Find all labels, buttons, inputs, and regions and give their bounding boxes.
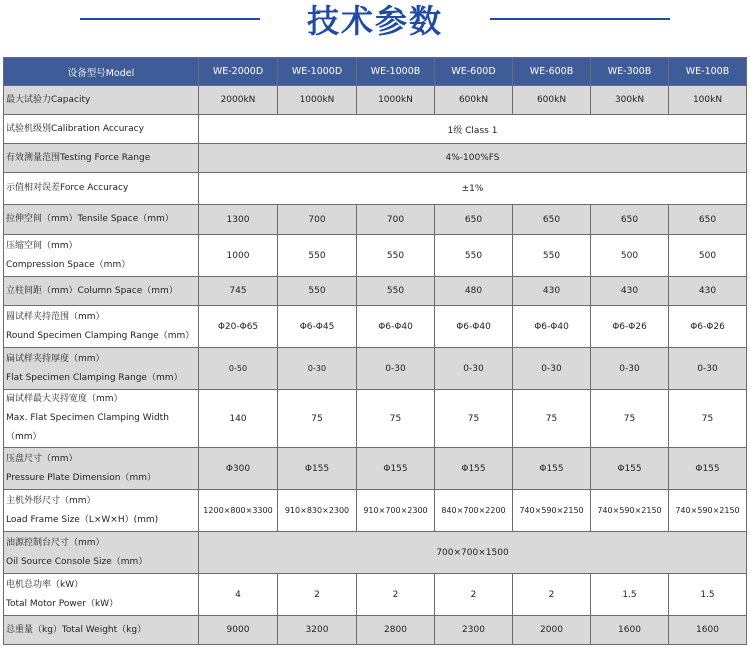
table-cell: 300kN bbox=[591, 86, 669, 115]
row-label-en: Max. Flat Specimen Clamping Width（mm） bbox=[6, 413, 169, 442]
row-label-en: Compression Space（mm） bbox=[6, 259, 131, 270]
table-cell: 2300 bbox=[435, 616, 513, 645]
table-cell: 480 bbox=[435, 277, 513, 306]
table-row bbox=[4, 532, 747, 574]
row-label-cn: 电机总功率（kW） bbox=[6, 579, 84, 590]
table-cell: 1.5 bbox=[669, 574, 747, 616]
table-cell: 430 bbox=[591, 277, 669, 306]
table-cell: 75 bbox=[513, 390, 591, 448]
table-cell: 0-30 bbox=[278, 348, 357, 390]
row-label-cn: 油源控制台尺寸（mm） bbox=[6, 537, 105, 548]
row-label: 有效测量范围Testing Force Range bbox=[4, 144, 199, 173]
row-label-en: Pressure Plate Dimension（mm） bbox=[6, 472, 157, 483]
table-cell: Φ6-Φ45 bbox=[278, 306, 357, 348]
row-label: 示值相对误差Force Accuracy bbox=[4, 173, 199, 205]
table-row bbox=[4, 348, 747, 390]
table-cell: Φ155 bbox=[513, 448, 591, 490]
table-cell: 0-30 bbox=[513, 348, 591, 390]
table-row bbox=[4, 235, 747, 277]
spec-table bbox=[3, 57, 747, 645]
row-label-cn: 扁试样夹持厚度（mm） bbox=[6, 353, 105, 364]
row-label bbox=[4, 574, 199, 616]
table-cell: Φ20-Φ65 bbox=[199, 306, 278, 348]
table-cell: Φ155 bbox=[278, 448, 357, 490]
table-cell: 550 bbox=[513, 235, 591, 277]
row-label: 试验机级别Calibration Accuracy bbox=[4, 115, 199, 144]
table-cell: Φ155 bbox=[591, 448, 669, 490]
table-cell: 1200×800×3300 bbox=[199, 490, 278, 532]
row-label-en: Flat Specimen Clamping Range（mm） bbox=[6, 372, 183, 383]
table-cell: 0-30 bbox=[591, 348, 669, 390]
merged-cell: 1级 Class 1 bbox=[199, 115, 747, 144]
table-cell: Φ155 bbox=[435, 448, 513, 490]
table-cell: 840×700×2200 bbox=[435, 490, 513, 532]
table-cell: Φ6-Φ40 bbox=[357, 306, 435, 348]
table-cell: 650 bbox=[591, 205, 669, 235]
table-cell: Φ6-Φ40 bbox=[513, 306, 591, 348]
row-label: 最大试验力Capacity bbox=[4, 86, 199, 115]
table-cell: 650 bbox=[513, 205, 591, 235]
table-row bbox=[4, 448, 747, 490]
table-row bbox=[4, 490, 747, 532]
column-header: WE-600D bbox=[435, 58, 513, 86]
table-row bbox=[4, 144, 747, 173]
page-title: 技术参数 bbox=[306, 2, 443, 40]
table-cell: 550 bbox=[278, 235, 357, 277]
table-cell: 75 bbox=[591, 390, 669, 448]
row-label-en: Oil Source Console Size（mm） bbox=[6, 556, 148, 567]
table-cell: 1600 bbox=[669, 616, 747, 645]
table-cell: 745 bbox=[199, 277, 278, 306]
column-header: WE-100B bbox=[669, 58, 747, 86]
table-cell: 740×590×2150 bbox=[669, 490, 747, 532]
table-row bbox=[4, 115, 747, 144]
row-label bbox=[4, 348, 199, 390]
table-cell: 740×590×2150 bbox=[591, 490, 669, 532]
row-label bbox=[4, 448, 199, 490]
merged-cell: 4%-100%FS bbox=[199, 144, 747, 173]
table-row bbox=[4, 205, 747, 235]
table-cell: 140 bbox=[199, 390, 278, 448]
table-row bbox=[4, 574, 747, 616]
table-cell: Φ6-Φ40 bbox=[435, 306, 513, 348]
row-label: 立柱间距（mm）Column Space（mm） bbox=[4, 277, 199, 306]
row-label bbox=[4, 390, 199, 448]
row-label-en: Load Frame Size（L×W×H）(mm) bbox=[6, 514, 159, 525]
table-row bbox=[4, 306, 747, 348]
table-row bbox=[4, 173, 747, 205]
table-cell: Φ6-Φ26 bbox=[591, 306, 669, 348]
table-row bbox=[4, 277, 747, 306]
table-cell: 2800 bbox=[357, 616, 435, 645]
row-label-en: Total Motor Power（kW） bbox=[6, 598, 119, 609]
table-cell: 0-30 bbox=[435, 348, 513, 390]
table-cell: 2 bbox=[278, 574, 357, 616]
column-header: WE-300B bbox=[591, 58, 669, 86]
table-cell: Φ6-Φ26 bbox=[669, 306, 747, 348]
table-cell: 600kN bbox=[435, 86, 513, 115]
table-cell: 650 bbox=[669, 205, 747, 235]
table-cell: 650 bbox=[435, 205, 513, 235]
table-cell: 2 bbox=[435, 574, 513, 616]
row-label-en: Round Specimen Clamping Range（mm） bbox=[6, 330, 195, 341]
table-cell: 75 bbox=[357, 390, 435, 448]
table-cell: 550 bbox=[435, 235, 513, 277]
table-cell: Φ300 bbox=[199, 448, 278, 490]
table-row bbox=[4, 616, 747, 645]
table-cell: 75 bbox=[435, 390, 513, 448]
table-cell: 910×700×2300 bbox=[357, 490, 435, 532]
table-cell: 550 bbox=[278, 277, 357, 306]
table-cell: 740×590×2150 bbox=[513, 490, 591, 532]
table-cell: 75 bbox=[669, 390, 747, 448]
table-cell: 1000kN bbox=[357, 86, 435, 115]
table-cell: 1000 bbox=[199, 235, 278, 277]
table-cell: Φ155 bbox=[669, 448, 747, 490]
section-header bbox=[0, 0, 750, 50]
row-label-cn: 压缩空间（mm） bbox=[6, 240, 78, 251]
table-row bbox=[4, 86, 747, 115]
column-header: WE-600B bbox=[513, 58, 591, 86]
table-cell: 600kN bbox=[513, 86, 591, 115]
table-cell: 0-30 bbox=[669, 348, 747, 390]
column-header: WE-2000D bbox=[199, 58, 278, 86]
table-cell: 75 bbox=[278, 390, 357, 448]
table-cell: 1300 bbox=[199, 205, 278, 235]
table-cell: 0-30 bbox=[357, 348, 435, 390]
column-header: WE-1000B bbox=[357, 58, 435, 86]
table-cell: 550 bbox=[357, 235, 435, 277]
table-cell: 9000 bbox=[199, 616, 278, 645]
table-cell: 0-50 bbox=[199, 348, 278, 390]
row-label-cn: 扁试样最大夹持宽度（mm） bbox=[6, 394, 123, 404]
row-label: 总重量（kg）Total Weight（kg） bbox=[4, 616, 199, 645]
table-cell: Φ155 bbox=[357, 448, 435, 490]
table-cell: 3200 bbox=[278, 616, 357, 645]
table-row bbox=[4, 390, 747, 448]
row-label-cn: 压盘尺寸（mm） bbox=[6, 453, 78, 464]
row-label bbox=[4, 306, 199, 348]
table-cell: 1000kN bbox=[278, 86, 357, 115]
table-header-row bbox=[4, 58, 747, 86]
table-cell: 500 bbox=[591, 235, 669, 277]
table-cell: 910×830×2300 bbox=[278, 490, 357, 532]
table-cell: 2000 bbox=[513, 616, 591, 645]
row-label bbox=[4, 490, 199, 532]
table-cell: 1.5 bbox=[591, 574, 669, 616]
row-label-cn: 主机外形尺寸（mm） bbox=[6, 495, 96, 506]
table-cell: 2000kN bbox=[199, 86, 278, 115]
row-label bbox=[4, 532, 199, 574]
table-cell: 4 bbox=[199, 574, 278, 616]
merged-cell: ±1% bbox=[199, 173, 747, 205]
table-cell: 700 bbox=[357, 205, 435, 235]
table-cell: 430 bbox=[513, 277, 591, 306]
table-cell: 430 bbox=[669, 277, 747, 306]
table-cell: 700 bbox=[278, 205, 357, 235]
table-cell: 500 bbox=[669, 235, 747, 277]
row-label: 拉伸空间（mm）Tensile Space（mm） bbox=[4, 205, 199, 235]
table-cell: 550 bbox=[357, 277, 435, 306]
merged-cell: 700×700×1500 bbox=[199, 532, 747, 574]
table-cell: 1600 bbox=[591, 616, 669, 645]
table-cell: 100kN bbox=[669, 86, 747, 115]
column-header: 设备型号Model bbox=[4, 58, 199, 86]
row-label bbox=[4, 235, 199, 277]
row-label-cn: 圆试样夹持范围（mm） bbox=[6, 311, 105, 322]
table-cell: 2 bbox=[513, 574, 591, 616]
table-cell: 2 bbox=[357, 574, 435, 616]
column-header: WE-1000D bbox=[278, 58, 357, 86]
